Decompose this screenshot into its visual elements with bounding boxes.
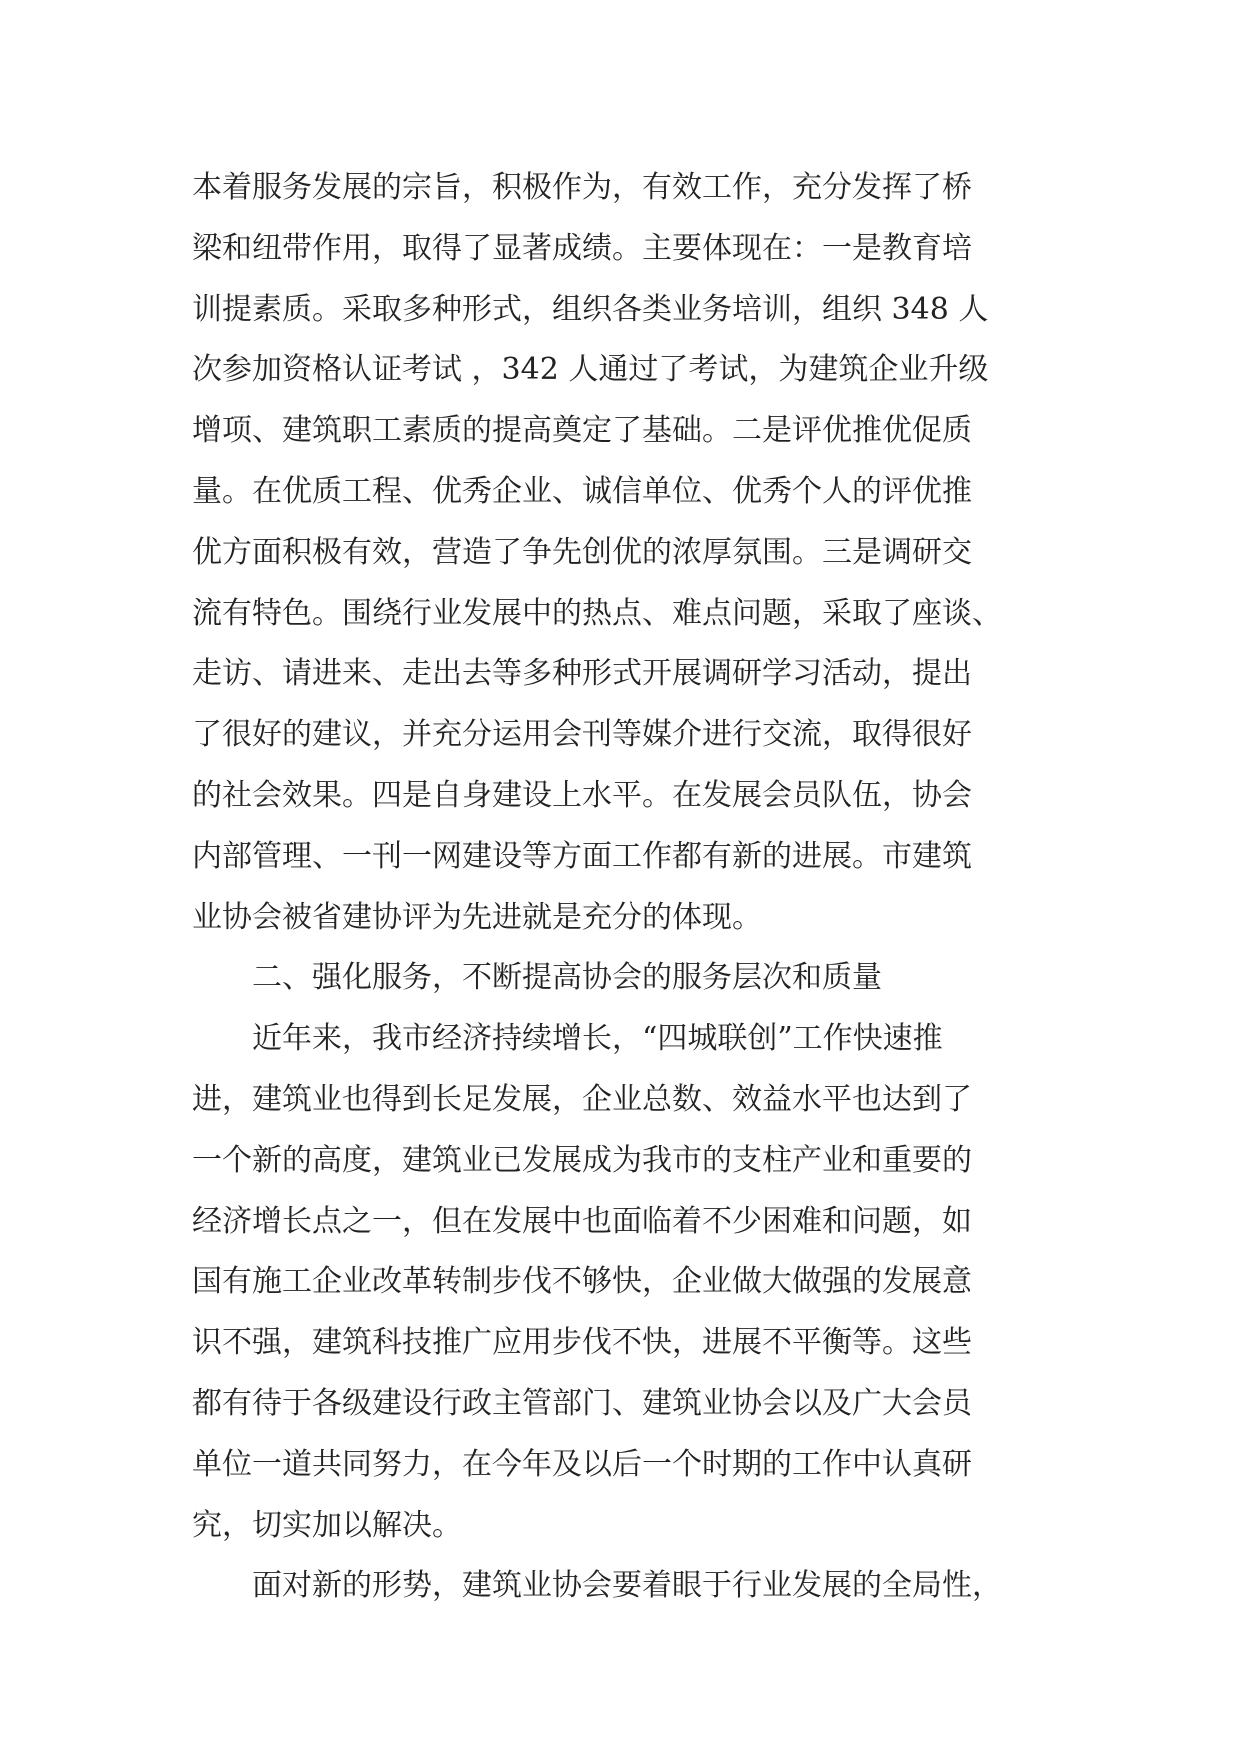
- document-body: [192, 158, 1052, 1617]
- text-line: 国有施工企业改革转制步伐不够快，企业做大做强的发展意: [192, 1264, 972, 1300]
- text-line: 内部管理、一刊一网建设等方面工作都有新的进展。市建筑: [192, 838, 972, 874]
- text-line: 究，切实加以解决。: [192, 1507, 462, 1543]
- text-line: 二、强化服务，不断提高协会的服务层次和质量: [252, 960, 882, 996]
- text-line: 识不强，建筑科技推广应用步伐不快，进展不平衡等。这些: [192, 1325, 972, 1361]
- text-line: 一个新的高度，建筑业已发展成为我市的支柱产业和重要的: [192, 1142, 972, 1178]
- text-line: 了很好的建议，并充分运用会刊等媒介进行交流，取得很好: [192, 717, 972, 753]
- text-line: 都有待于各级建设行政主管部门、建筑业协会以及广大会员: [192, 1385, 972, 1421]
- text-line: 流有特色。围绕行业发展中的热点、难点问题，采取了座谈、: [192, 595, 1002, 631]
- text-line: 进，建筑业也得到长足发展，企业总数、效益水平也达到了: [192, 1081, 972, 1117]
- text-line: 梁和纽带作用，取得了显著成绩。主要体现在：一是教育培: [192, 230, 972, 266]
- text-line: 单位一道共同努力，在今年及以后一个时期的工作中认真研: [192, 1446, 972, 1482]
- text-line: 量。在优质工程、优秀企业、诚信单位、优秀个人的评优推: [192, 473, 972, 509]
- text-line: 近年来，我市经济持续增长，“四城联创”工作快速推: [252, 1021, 943, 1057]
- text-line: 训提素质。采取多种形式，组织各类业务培训，组织 348 人: [192, 291, 989, 327]
- text-line: 业协会被省建协评为先进就是充分的体现。: [192, 899, 762, 935]
- text-line: 面对新的形势，建筑业协会要着眼于行业发展的全局性，: [252, 1568, 1002, 1604]
- text-line: 优方面积极有效，营造了争先创优的浓厚氛围。三是调研交: [192, 534, 972, 570]
- text-line: 走访、请进来、走出去等多种形式开展调研学习活动，提出: [192, 656, 972, 692]
- text-line: 次参加资格认证考试 ，342 人通过了考试，为建筑企业升级: [192, 352, 989, 388]
- text-line: 增项、建筑职工素质的提高奠定了基础。二是评优推优促质: [192, 413, 972, 449]
- text-line: 本着服务发展的宗旨，积极作为，有效工作，充分发挥了桥: [192, 170, 972, 205]
- text-line: 经济增长点之一，但在发展中也面临着不少困难和问题，如: [192, 1203, 972, 1239]
- text-line: 的社会效果。四是自身建设上水平。在发展会员队伍，协会: [192, 777, 972, 813]
